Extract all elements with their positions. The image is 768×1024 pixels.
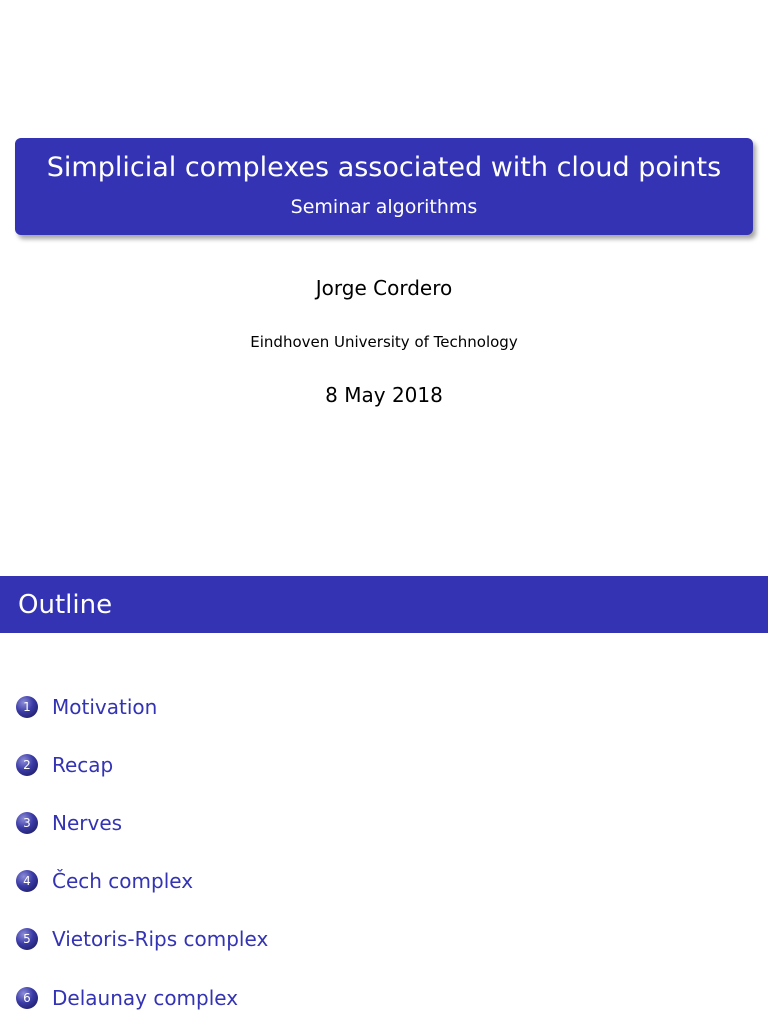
toc-item-label[interactable]: Vietoris-Rips complex xyxy=(52,927,269,951)
toc-item-cech-complex[interactable] xyxy=(16,868,193,894)
toc-item-vietoris-rips-complex[interactable] xyxy=(16,926,268,952)
toc-item-label[interactable]: Nerves xyxy=(52,811,123,835)
toc-item-label[interactable]: Recap xyxy=(52,753,114,777)
author-name: Jorge Cordero xyxy=(315,276,453,300)
presentation-subtitle: Seminar algorithms xyxy=(290,196,478,218)
section-number-ball-icon: 1 xyxy=(16,696,38,718)
toc-item-nerves[interactable] xyxy=(16,810,122,836)
presentation-date: 8 May 2018 xyxy=(325,383,443,407)
section-number-ball-icon: 6 xyxy=(16,987,38,1009)
frame-title: Outline xyxy=(18,590,113,620)
institute-name: Eindhoven University of Technology xyxy=(250,333,518,351)
section-number-ball-icon: 5 xyxy=(16,928,38,950)
toc-item-motivation[interactable] xyxy=(16,694,157,720)
toc-item-delaunay-complex[interactable] xyxy=(16,985,238,1011)
section-number-ball-icon: 4 xyxy=(16,870,38,892)
toc-item-label[interactable]: Čech complex xyxy=(52,869,194,893)
presentation-title: Simplicial complexes associated with cloud points xyxy=(46,152,722,183)
section-number-ball-icon: 2 xyxy=(16,754,38,776)
toc-item-recap[interactable] xyxy=(16,752,113,778)
toc-item-label[interactable]: Delaunay complex xyxy=(52,986,239,1010)
section-number-ball-icon: 3 xyxy=(16,812,38,834)
toc-item-label[interactable]: Motivation xyxy=(52,695,158,719)
